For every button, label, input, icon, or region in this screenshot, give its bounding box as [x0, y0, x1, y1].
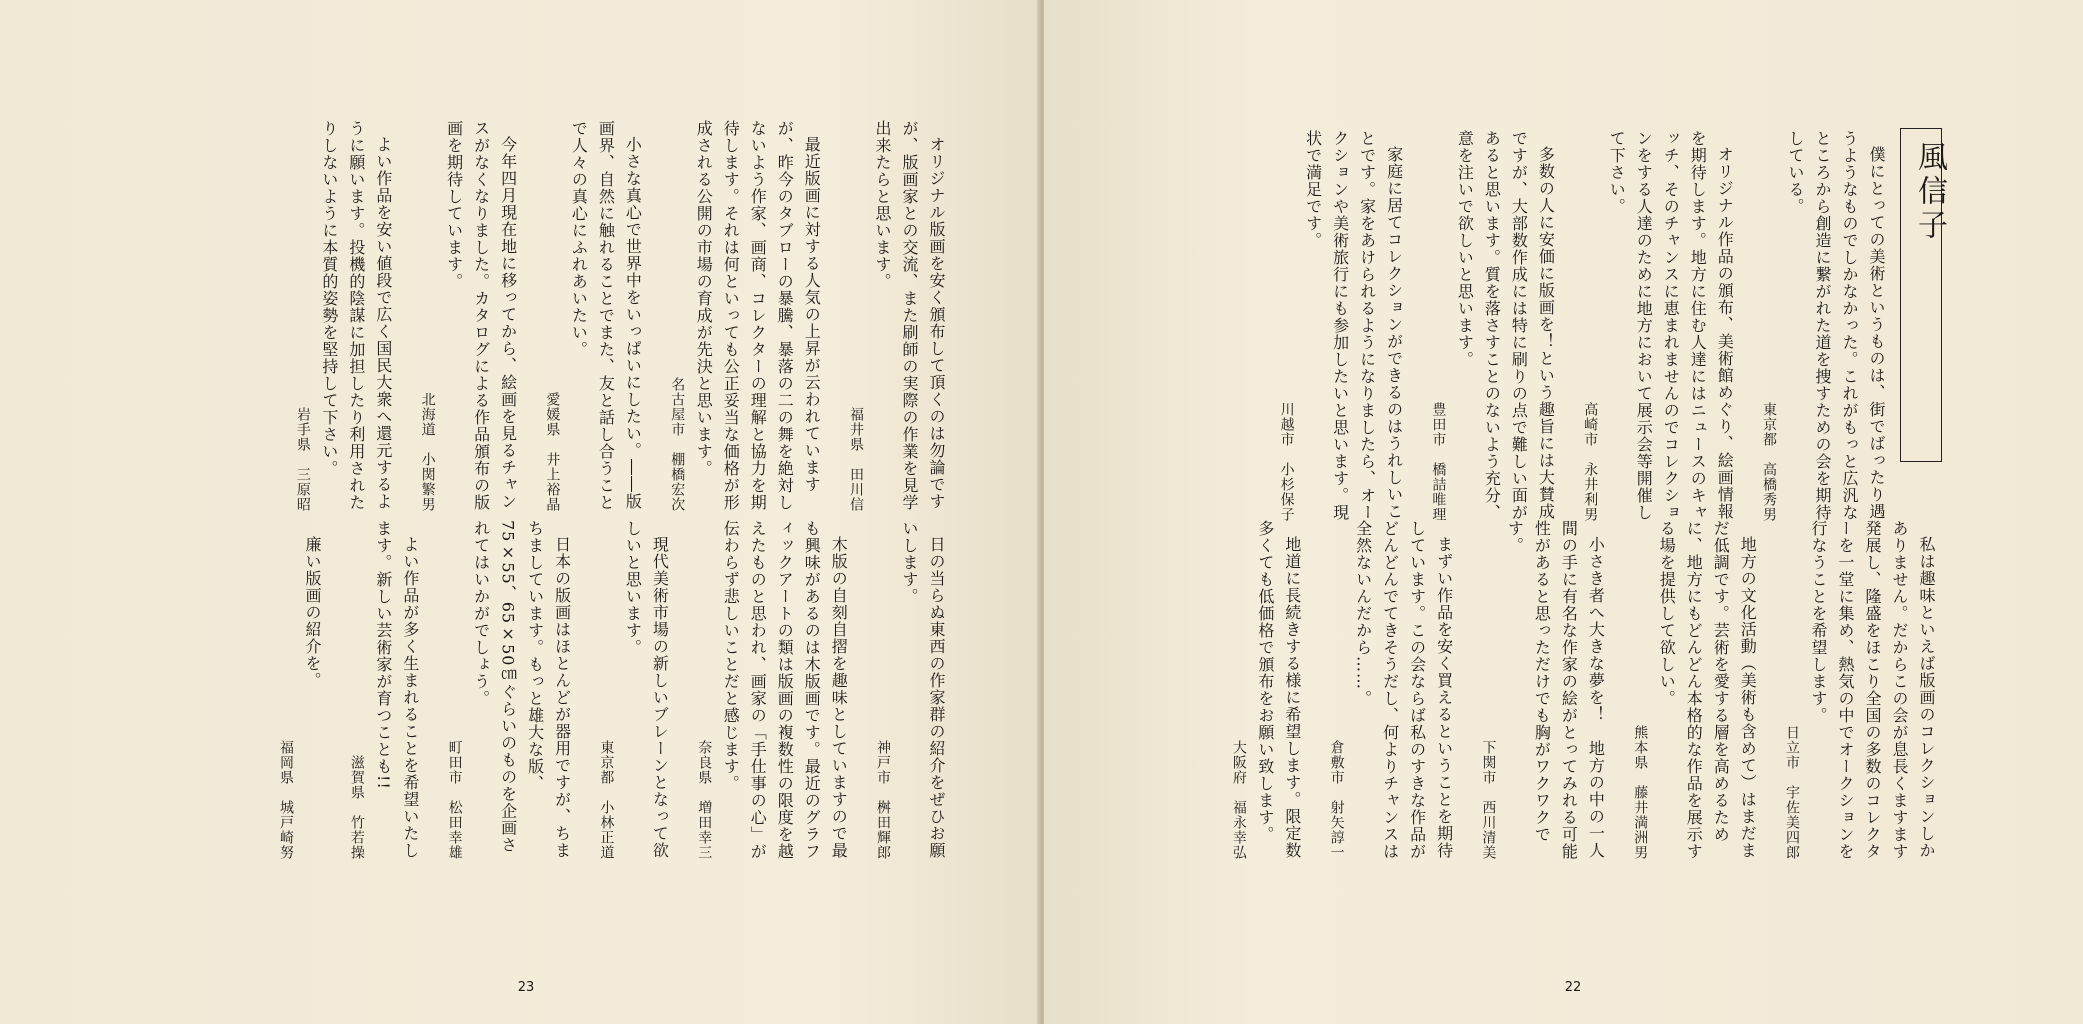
signature: 名古屋市 棚橋宏次 [669, 377, 686, 512]
signature: 町田市 松田幸雄 [446, 740, 463, 860]
signature: 岩手県 三原昭 [294, 407, 311, 512]
signature: 愛媛県 井上裕晶 [544, 392, 561, 512]
message-text: よい作品を安い値段で広く国民大衆へ還元するように願います。投機的陰謀に加担したり利用されたりしないように本質的姿勢を堅持して下さい。 [319, 120, 393, 511]
message-text: 私は趣味といえば版画のコレクションしかありません。だからこの会が息長くますます発展し、隆盛をほこり全国の多数のコレクターを一堂に集め、熱気の中でオークションを行なうことを希望します。 [1809, 520, 1936, 860]
left-top-column [150, 120, 950, 512]
message-text: 地方の文化活動（美術も含めて）はまだまだ低調です。芸術を愛する層を高めるために、地方にもどんどん本格的な作品を展示する場を提供して欲しい。 [1657, 520, 1758, 860]
left-page [0, 0, 1039, 1024]
column-title: 風信子 [1912, 141, 1947, 243]
message-text: よい作品が多く生まれることを希望いたします。新しい芸術家が育つことも!! [373, 520, 420, 859]
message-text: オリジナル版画を安く頒布して頂くのは勿論ですが、版画家との交流、また刷師の実際の作業を見学出来たらと思います。 [873, 120, 946, 511]
signature: 豊田市 橋詰唯理 [1430, 402, 1447, 522]
signature: 日立市 宇佐美四郎 [1784, 725, 1800, 860]
page-number: 23 [517, 980, 535, 995]
message-text: 家庭に居てコレクションができるのはうれしいことです。家をあけられるようになりましたら、オークションや美術旅行にも参加したいと思います。現状で満足です。 [1303, 130, 1404, 521]
message-text: 木版の自刻自摺を趣味としていますので最も興味があるのは木版画です。最近のグラフィックアートの類は版画の複数性の限度を越えたものと思われ、画家の「手仕事の心」が伝わらず悲しいことだと感じます。 [721, 520, 849, 860]
signature: 福井県 田川信 [848, 407, 864, 512]
message-text: 最近版画に対する人気の上昇が云われていますが、昨今のタブローの暴騰、暴落の二の舞を絶対しないよう作家、画商、コレクターの理解と協力を期待します。それは何といっても公正妥当な価格が形成される公開の市場の育成が先決と思います。 [694, 120, 822, 511]
left-bottom-column [150, 520, 950, 860]
message-text: 今年四月現在地に移ってから、絵画を見るチャンスがなくなりました。カタログによる作品頒布の版画を期待しています。 [444, 120, 518, 511]
message-text: 日の当らぬ東西の作家群の紹介をぜひお願いします。 [900, 520, 946, 859]
message-text: 小さな真心で世界中をいっぱいにしたい。――版画界、自然に触れることでまた、友と話し合うことで人々の真心にふれあいたい。 [569, 120, 643, 511]
signature: 高崎市 永井利男 [1582, 402, 1599, 522]
right-bottom-column [1140, 520, 1940, 860]
signature: 福岡県 城戸崎努 [278, 740, 295, 860]
signature: 下関市 西川清美 [1480, 740, 1497, 860]
signature: 奈良県 増田幸三 [696, 740, 713, 860]
page-number: 22 [1564, 980, 1582, 995]
message-text: 現代美術市場の新しいブレーンとなって欲しいと思います。 [623, 520, 670, 859]
message-text: 地道に長続きする様に希望します。限定数多くても低価格で頒布をお願い致します。 [1255, 520, 1302, 859]
message-text: 日本の版画はほとんどが器用ですが、ちまちましています。もっと雄大な版、75×55、65×50㎝ぐらいのものを企画されてはいかがでしょう。 [471, 520, 572, 859]
signature: 熊本県 藤井満洲男 [1632, 725, 1649, 860]
signature: 東京都 高橋秀男 [1761, 402, 1777, 522]
message-text: オリジナル作品の頒布、美術館めぐり、絵画情報を期待します。地方に住む人達にはニュースのキャッチ、そのチャンスに恵まれませんのでコレクションをする人達のために地方において展示会等開催して下さい。 [1607, 130, 1735, 521]
message-text: 小さき者へ大きな夢を！ 地方の中の一人間の手に有名な作家の絵がとってみれる可能性があると思っただけでも胸がワクワクです。 [1505, 520, 1606, 860]
right-top-column [1140, 130, 1890, 522]
column-title-box [1900, 128, 1947, 462]
signature: 大阪府 福永幸弘 [1230, 740, 1247, 860]
signature: 東京都 小林正道 [598, 740, 615, 860]
signature: 川越市 小杉保子 [1278, 402, 1295, 522]
message-text: 多数の人に安価に版画を！という趣旨には大賛成ですが、大部数作成には特に刷りの点で難しい面があると思います。質を落さすことのないよう充分、意を注いで欲しいと思います。 [1455, 130, 1556, 521]
signature: 神戸市 桝田輝郎 [875, 740, 891, 860]
message-text: 廉い版画の紹介を。 [303, 536, 323, 689]
signature: 北海道 小関繁男 [419, 392, 436, 512]
message-text: まずい作品を安く買えるということを期待しています。この会ならば私のすきな作品がどんどんでてきそうだし、何よりチャンスは全然ないんだから……。 [1353, 520, 1454, 860]
signature: 倉敷市 射矢諄一 [1328, 740, 1345, 860]
message-text: 僕にとっての美術というものは、街でばったり遇うようなものでしかなかった。これがもっと広汎なところから創造に繋がれた道を捜すための会を期待している。 [1786, 130, 1886, 521]
signature: 滋賀県 竹若操 [348, 755, 365, 860]
